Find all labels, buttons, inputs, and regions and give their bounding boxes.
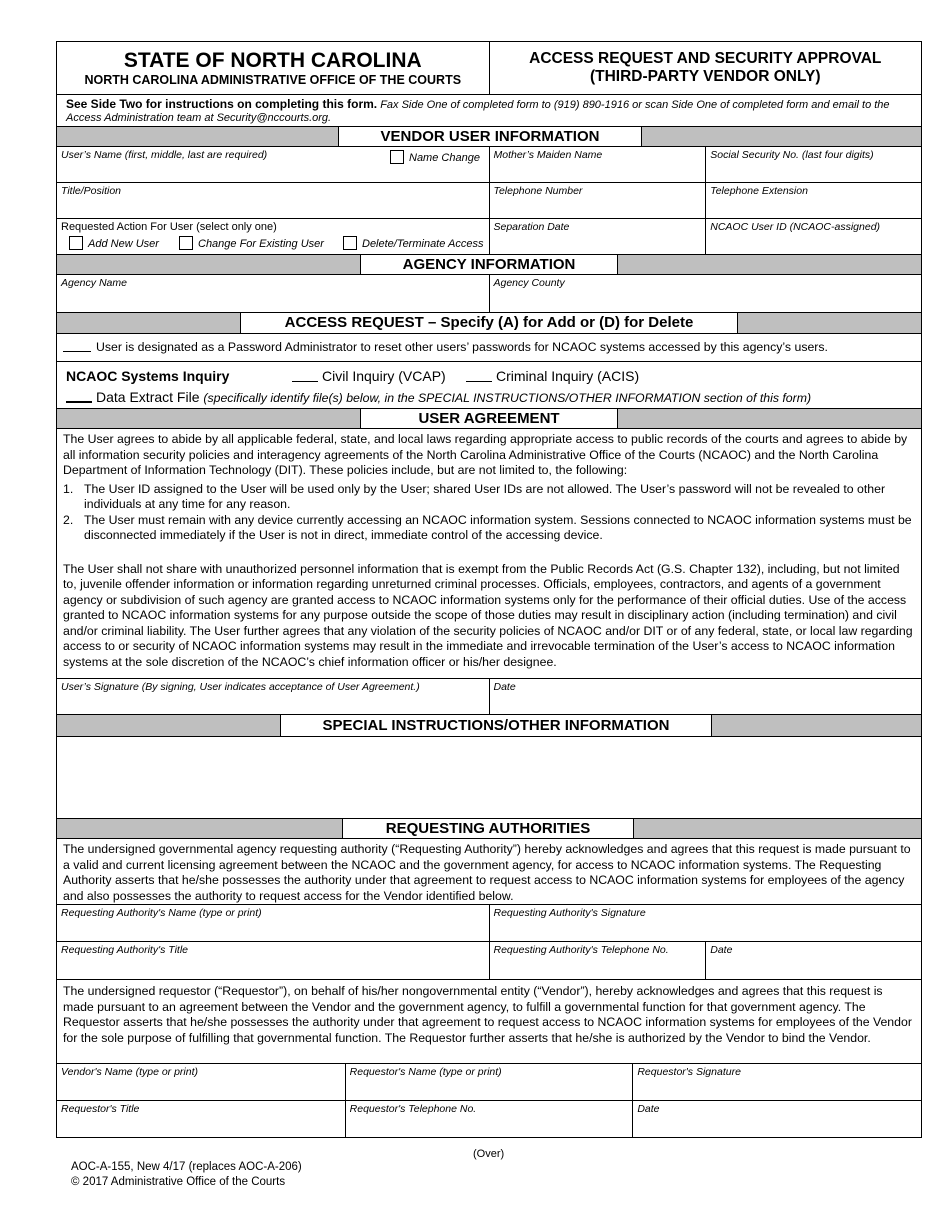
- requestor-name-label: Requestor's Name (type or print): [349, 1066, 502, 1078]
- requestor-name-field[interactable]: [346, 1064, 634, 1100]
- telephone-label: Telephone Number: [493, 185, 583, 197]
- add-new-user-option[interactable]: [69, 236, 159, 251]
- tel-ext-label: Telephone Extension: [710, 185, 808, 197]
- agreement-body: The User shall not share with unauthorized personnel information that is exempt from the Public Records Act (G.S. Chapter 132), including, but not limited to, juvenile offender information or information regarding unreturned criminal processes. Officials, employees, contractors, and agents of a government agency or subdivision of such agency are granted access to NCAOC information systems only for the performance of their official duties. Use of the access granted to NCAOC information systems for any purpose outside the scope of those duties may result in disciplinary action (including termination) and civil and/or criminal liability. The User further agrees that any violation of the security policies of NCAOC and/or DIT or of any federal, state, or local law regarding access to or security of NCAOC information systems may result in the immediate and irrevocable termination of the User’s access to NCAOC information systems at the sole discretion of the NCAOC’s chief information officer or his/her designee.: [63, 561, 913, 669]
- instructions-italic: Fax Side One of completed form to (919) 890-1916 or scan Side One of completed form and email to the Access Administration team at Security@nccourts.org.: [66, 99, 890, 124]
- mothers-maiden-label: Mother’s Maiden Name: [493, 149, 603, 161]
- requestor-title-field[interactable]: [57, 1101, 346, 1137]
- ra-phone-label: Requesting Authority's Telephone No.: [493, 944, 669, 956]
- access-request-section-header: [57, 313, 922, 334]
- agreement-item: 2. The User must remain with any device currently accessing an NCAOC information system. Sessions connected to NCAOC information systems must be disconnected immediately if the User is not in direct, immediate control of the accessing device.: [63, 512, 912, 542]
- agreement-intro: The User agrees to abide by all applicable federal, state, and local laws regarding appropriate access to public records of the courts and agrees to abide by all information security policies and interagency agreements of the North Carolina Administrative Office of the Courts (NCAOC) and the North Carolina Department of Information Technology (DIT). These policies include, but are not limited to, the following:: [63, 432, 908, 477]
- ra-signature-label: Requesting Authority's Signature: [493, 907, 646, 919]
- ra-date-label: Date: [710, 944, 733, 956]
- over-note: (Over): [473, 1148, 505, 1160]
- requested-action-field: [57, 219, 490, 254]
- vendor-name-field[interactable]: [57, 1064, 346, 1100]
- agency-name-label: Agency Name: [61, 277, 127, 289]
- agreement-list: [63, 482, 915, 544]
- user-date-field[interactable]: [490, 679, 923, 714]
- requestor-title-label: Requestor's Title: [61, 1103, 140, 1115]
- criminal-inquiry-label: Criminal Inquiry (ACIS): [496, 368, 640, 384]
- change-existing-label: Change For Existing User: [198, 238, 324, 250]
- systems-inquiry-label: NCAOC Systems Inquiry: [66, 368, 230, 384]
- separation-date-field[interactable]: [490, 219, 707, 254]
- ssn-label: Social Security No. (last four digits): [710, 149, 874, 161]
- instructions-row: [57, 95, 922, 127]
- header-right: [490, 42, 923, 94]
- authorities-para-2: The undersigned requestor (“Requestor”), on behalf of his/her nongovernmental entity (“Vendor”), hereby acknowledges and agrees that this request is made pursuant to an agreement between the Vendor and the government agency, to fulfill a governmental function for that government agency. The Requestor asserts that he/she possesses the authority under that agreement to request access to NCAOC information systems for employees of the Vendor for the sole purpose of fulfilling that governmental function. The Requestor further asserts that he/she is authorized by the Vendor to bind the Vendor.: [57, 980, 922, 1064]
- ra-date-field[interactable]: [706, 942, 922, 979]
- agency-section-title: AGENCY INFORMATION: [361, 255, 619, 274]
- ra-phone-field[interactable]: [490, 942, 707, 979]
- requestor-date-field[interactable]: [633, 1101, 922, 1137]
- name-change-label: Name Change: [409, 152, 480, 164]
- password-admin-text: User is designated as a Password Administrator to reset other users’ passwords for NCAOC systems accessed by this agency’s users.: [96, 340, 828, 354]
- vendor-user-section-title: VENDOR USER INFORMATION: [339, 127, 643, 146]
- data-extract-blank[interactable]: [66, 401, 92, 403]
- header-left: [57, 42, 490, 94]
- ra-name-field[interactable]: [57, 905, 490, 941]
- special-section-title: SPECIAL INSTRUCTIONS/OTHER INFORMATION: [281, 715, 713, 736]
- agency-county-label: Agency County: [493, 277, 565, 289]
- tel-ext-field[interactable]: [706, 183, 922, 218]
- password-admin-row: [57, 334, 922, 361]
- vendor-user-section-header: [57, 127, 922, 147]
- copyright: © 2017 Administrative Office of the Courts: [71, 1176, 286, 1188]
- data-extract-label: Data Extract File: [96, 389, 200, 405]
- name-change-checkbox[interactable]: [390, 150, 404, 164]
- users-name-label: User’s Name (first, middle, last are required): [61, 149, 268, 161]
- authorities-section-title: REQUESTING AUTHORITIES: [343, 819, 635, 838]
- special-instructions-area[interactable]: [57, 737, 922, 818]
- form-footer: [71, 1160, 302, 1190]
- ra-title-label: Requesting Authority's Title: [61, 944, 188, 956]
- delete-terminate-option[interactable]: [343, 236, 483, 251]
- authorities-para-1: The undersigned governmental agency requesting authority (“Requesting Authority”) hereby acknowledges and agrees that this request is made pursuant to a valid and current licensing agreement between the NCAOC and the government agency, for access to NCAOC information systems. The Requesting Authority asserts that he/she possesses the authority under that agreement to request access to NCAOC information systems for employees of the agency and also possesses the authority to request access for the Vendor identified below.: [57, 839, 922, 905]
- requestor-signature-label: Requestor's Signature: [637, 1066, 741, 1078]
- vendor-name-label: Vendor's Name (type or print): [61, 1066, 199, 1078]
- agency-section-header: [57, 255, 922, 275]
- requestor-date-label: Date: [637, 1103, 660, 1115]
- ncaoc-user-id-label: NCAOC User ID (NCAOC-assigned): [710, 221, 881, 233]
- form-subtitle: (THIRD-PARTY VENDOR ONLY): [589, 68, 821, 85]
- user-agreement-section-header: [57, 409, 922, 429]
- access-request-section-title: ACCESS REQUEST – Specify (A) for Add or (D) for Delete: [241, 313, 738, 333]
- change-existing-option[interactable]: [179, 236, 324, 251]
- change-existing-checkbox[interactable]: [179, 236, 193, 250]
- civil-inquiry-blank[interactable]: [292, 381, 318, 382]
- requestor-phone-field[interactable]: [346, 1101, 634, 1137]
- form-title: ACCESS REQUEST AND SECURITY APPROVAL: [529, 50, 882, 67]
- delete-terminate-label: Delete/Terminate Access: [362, 238, 484, 250]
- access-request-form: [56, 41, 922, 1138]
- ra-signature-field[interactable]: [490, 905, 923, 941]
- password-admin-blank[interactable]: [63, 351, 91, 352]
- mothers-maiden-field[interactable]: [490, 147, 707, 182]
- data-extract-note: (specifically identify file(s) below, in the SPECIAL INSTRUCTIONS/OTHER INFORMATION section of this form): [203, 391, 812, 405]
- form-header: [57, 42, 922, 95]
- criminal-inquiry-blank[interactable]: [466, 381, 492, 382]
- ra-name-label: Requesting Authority's Name (type or print): [61, 907, 262, 919]
- authorities-section-header: [57, 819, 922, 839]
- civil-inquiry-option[interactable]: [292, 365, 446, 387]
- separation-date-label: Separation Date: [493, 221, 570, 233]
- instructions: [57, 95, 922, 126]
- requestor-phone-label: Requestor's Telephone No.: [349, 1103, 477, 1115]
- office-name: NORTH CAROLINA ADMINISTRATIVE OFFICE OF THE COURTS: [84, 73, 462, 87]
- agreement-item: 1. The User ID assigned to the User will be used only by the User; shared User IDs are not allowed. The User’s password will not be revealed to other individuals at any time for any reason.: [63, 481, 886, 511]
- requestor-signature-field[interactable]: [633, 1064, 922, 1100]
- title-position-label: Title/Position: [61, 185, 122, 197]
- instructions-bold: See Side Two for instructions on completing this form.: [66, 97, 378, 111]
- name-change-option[interactable]: [390, 150, 480, 164]
- telephone-field[interactable]: [490, 183, 707, 218]
- user-agreement-section-title: USER AGREEMENT: [361, 409, 619, 428]
- ra-title-field[interactable]: [57, 942, 490, 979]
- special-section-header: [57, 715, 922, 737]
- add-new-user-label: Add New User: [88, 238, 159, 250]
- ssn-field[interactable]: [706, 147, 922, 182]
- add-new-user-checkbox[interactable]: [69, 236, 83, 250]
- form-number: AOC-A-155, New 4/17 (replaces AOC-A-206): [71, 1161, 302, 1173]
- users-name-field[interactable]: [57, 147, 490, 182]
- agency-county-field[interactable]: [490, 275, 923, 312]
- civil-inquiry-label: Civil Inquiry (VCAP): [322, 368, 446, 384]
- systems-inquiry-area: [57, 362, 922, 408]
- title-position-field[interactable]: [57, 183, 490, 218]
- criminal-inquiry-option[interactable]: [466, 365, 639, 387]
- state-title: STATE OF NORTH CAROLINA: [123, 49, 422, 72]
- user-signature-field[interactable]: [57, 679, 490, 714]
- user-agreement-text: [57, 429, 922, 679]
- delete-terminate-checkbox[interactable]: [343, 236, 357, 250]
- requested-action-label: Requested Action For User (select only one): [61, 221, 277, 233]
- user-signature-label: User’s Signature (By signing, User indicates acceptance of User Agreement.): [61, 681, 420, 693]
- ncaoc-user-id-field[interactable]: [706, 219, 922, 254]
- agency-name-field[interactable]: [57, 275, 490, 312]
- user-date-label: Date: [493, 681, 516, 693]
